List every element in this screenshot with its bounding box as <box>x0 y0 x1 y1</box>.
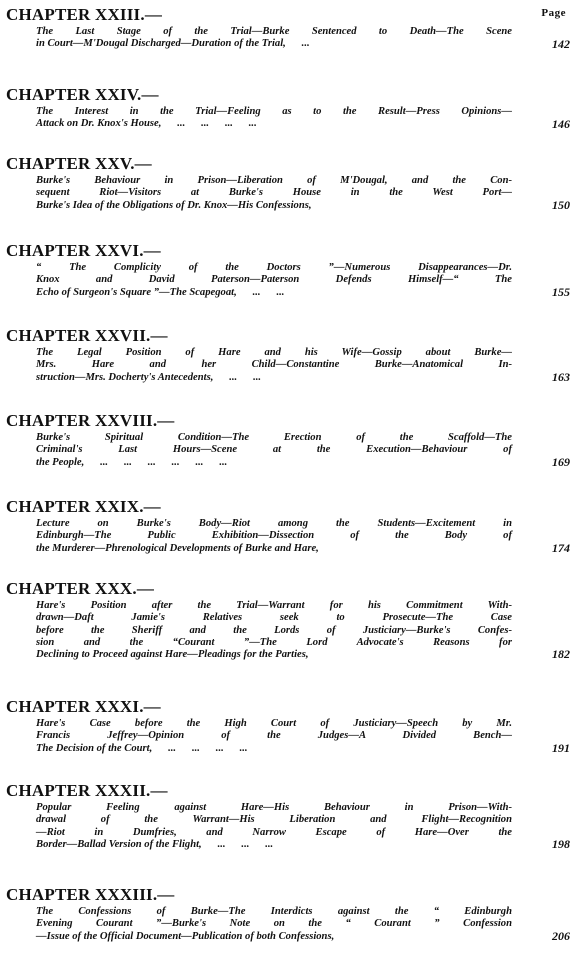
summary-line: the Murderer—Phrenological Developments of Burke and Hare, <box>36 542 319 554</box>
chapter-summary <box>36 347 574 384</box>
page-number: 163 <box>552 369 570 384</box>
chapter-title: CHAPTER XXVI.— <box>6 241 161 260</box>
summary-line: The Legal Position of Hare and his Wife—Gossip about Burke— <box>36 347 512 358</box>
chapter-title: CHAPTER XXXI.— <box>6 697 161 716</box>
summary-line: The Last Stage of the Trial—Burke Sentenced to Death—The Scene <box>36 26 512 37</box>
summary-line: The Confessions of Burke—The Interdicts against the “ Edinburgh <box>36 906 512 917</box>
summary-line: in Court—M'Dougal Discharged—Duration of the Trial, ... <box>36 38 310 50</box>
page-number: 206 <box>552 928 570 943</box>
page-number: 146 <box>552 116 570 131</box>
chapter-summary <box>36 262 574 299</box>
summary-line: The Interest in the Trial—Feeling as to the Result—Press Opinions— <box>36 106 512 117</box>
page-number: 174 <box>552 540 570 555</box>
chapter-summary <box>36 600 574 661</box>
summary-line: —Riot in Dumfries, and Narrow Escape of Hare—Over the <box>36 826 512 838</box>
page-number: 169 <box>552 454 570 469</box>
chapter-entry <box>6 155 574 212</box>
chapter-summary-text <box>36 600 512 661</box>
page-number: 191 <box>552 740 570 755</box>
chapter-summary <box>36 518 574 555</box>
summary-line: The Decision of the Court, ... ... ... ... <box>36 742 248 754</box>
page-number: 142 <box>552 36 570 51</box>
page-column-header: Page <box>541 7 566 19</box>
chapter-title: CHAPTER XXIV.— <box>6 85 159 104</box>
chapter-title: CHAPTER XXXII.— <box>6 781 168 800</box>
summary-line: drawn—Daft Jamie's Relatives seek to Prosecute—The Case <box>36 612 512 624</box>
chapter-summary <box>36 906 574 943</box>
chapter-summary-text <box>36 106 512 131</box>
chapter-title: CHAPTER XXVIII.— <box>6 411 175 430</box>
chapter-entry <box>6 698 574 755</box>
summary-line: Criminal's Last Hours—Scene at the Execution—Behaviour of <box>36 444 512 456</box>
summary-line: Burke's Behaviour in Prison—Liberation of M'Dougal, and the Con- <box>36 175 512 186</box>
summary-line: Declining to Proceed against Hare—Pleadings for the Parties, <box>36 649 309 661</box>
summary-line: “ The Complicity of the Doctors ”—Numerous Disappearances—Dr. <box>36 262 512 273</box>
summary-line: Echo of Surgeon's Square ”—The Scapegoat, ... ... <box>36 286 285 298</box>
chapter-entry <box>6 886 574 943</box>
chapter-entry <box>6 242 574 299</box>
chapter-title: CHAPTER XXVII.— <box>6 326 168 345</box>
summary-line: Hare's Case before the High Court of Justiciary—Speech by Mr. <box>36 718 512 729</box>
chapter-summary-text <box>36 518 512 555</box>
page-number: 155 <box>552 284 570 299</box>
chapter-summary <box>36 432 574 469</box>
chapter-summary-text <box>36 906 512 943</box>
summary-line: before the Sheriff and the Lords of Justiciary—Burke's Confes- <box>36 624 512 636</box>
summary-line: the People, ... ... ... ... ... ... <box>36 456 228 468</box>
chapter-entry <box>6 6 574 51</box>
page-number: 150 <box>552 197 570 212</box>
chapter-title: CHAPTER XXIII.— <box>6 5 163 24</box>
chapter-entry <box>6 86 574 131</box>
summary-line: Mrs. Hare and her Child—Constantine Burke—Anatomical In- <box>36 359 512 371</box>
chapter-entry <box>6 782 574 851</box>
chapter-entry <box>6 327 574 384</box>
summary-line: Border—Ballad Version of the Flight, ... ... ... <box>36 838 274 850</box>
summary-line: sequent Riot—Visitors at Burke's House in the West Port— <box>36 187 512 199</box>
summary-line: —Issue of the Official Document—Publication of both Confessions, <box>36 930 335 942</box>
chapter-title: CHAPTER XXX.— <box>6 579 155 598</box>
chapter-summary <box>36 175 574 212</box>
chapter-summary <box>36 106 574 131</box>
summary-line: Hare's Position after the Trial—Warrant for his Commitment With- <box>36 600 512 611</box>
chapter-summary <box>36 802 574 851</box>
summary-line: Evening Courant ”—Burke's Note on the “ Courant ” Confession <box>36 918 512 930</box>
chapter-summary <box>36 718 574 755</box>
summary-line: Burke's Spiritual Condition—The Erection of the Scaffold—The <box>36 432 512 443</box>
chapter-summary-text <box>36 262 512 299</box>
summary-line: Knox and David Paterson—Paterson Defends Himself—“ The <box>36 274 512 286</box>
chapter-entry <box>6 580 574 661</box>
summary-line: sion and the “Courant ”—The Lord Advocate's Reasons for <box>36 636 512 648</box>
page-number: 198 <box>552 837 570 852</box>
chapter-summary-text <box>36 718 512 755</box>
summary-line: Francis Jeffrey—Opinion of the Judges—A Divided Bench— <box>36 730 512 742</box>
chapter-entry <box>6 412 574 469</box>
summary-line: Popular Feeling against Hare—His Behaviour in Prison—With- <box>36 802 512 813</box>
summary-line: Lecture on Burke's Body—Riot among the Students—Excitement in <box>36 518 512 529</box>
chapter-summary <box>36 26 574 51</box>
chapter-summary-text <box>36 347 512 384</box>
chapter-summary-text <box>36 432 512 469</box>
chapter-title: CHAPTER XXXIII.— <box>6 885 175 904</box>
summary-line: struction—Mrs. Docherty's Antecedents, ... ... <box>36 371 262 383</box>
chapter-title: CHAPTER XXIX.— <box>6 497 161 516</box>
chapter-summary-text <box>36 802 512 851</box>
page-number: 182 <box>552 647 570 662</box>
summary-line: Edinburgh—The Public Exhibition—Dissection of the Body of <box>36 530 512 542</box>
summary-line: Burke's Idea of the Obligations of Dr. Knox—His Confessions, <box>36 199 312 211</box>
chapter-title: CHAPTER XXV.— <box>6 154 152 173</box>
chapter-summary-text <box>36 26 512 51</box>
summary-line: drawal of the Warrant—His Liberation and Flight—Recognition <box>36 814 512 826</box>
summary-line: Attack on Dr. Knox's House, ... ... ... ... <box>36 118 257 130</box>
chapter-summary-text <box>36 175 512 212</box>
chapter-entry <box>6 498 574 555</box>
